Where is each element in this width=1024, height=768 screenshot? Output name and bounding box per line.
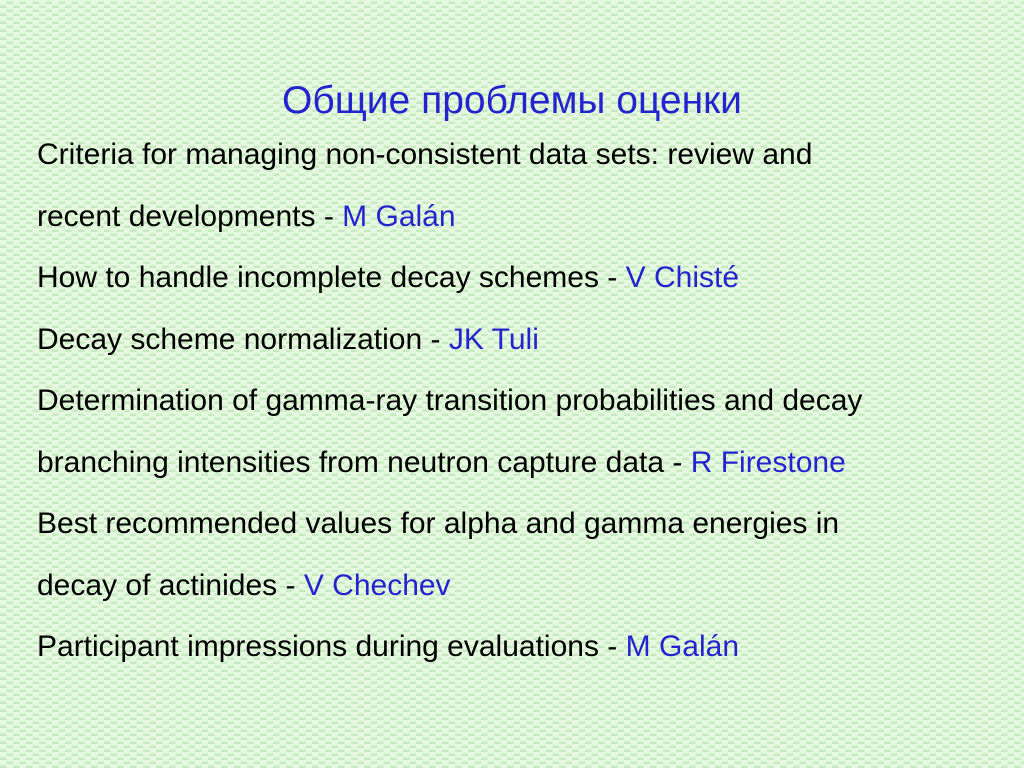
agenda-text: Participant impressions during evaluations - <box>37 630 626 663</box>
agenda-line <box>37 247 1014 309</box>
agenda-text: How to handle incomplete decay schemes - <box>37 261 626 294</box>
author-name: JK Tuli <box>448 322 539 356</box>
author-name: V Chechev <box>303 568 451 602</box>
agenda-text: recent developments - <box>37 199 343 233</box>
agenda-text: Decay scheme normalization - <box>37 322 449 356</box>
agenda-line <box>37 370 1014 432</box>
author-name: M Galán <box>625 630 740 663</box>
author-name: R Firestone <box>690 445 846 479</box>
agenda-line <box>37 616 1014 678</box>
author-name: M Galán <box>342 199 456 233</box>
agenda-line <box>37 186 1014 248</box>
agenda-line <box>37 124 1014 186</box>
author-name: V Chisté <box>625 261 740 294</box>
agenda-list <box>37 124 1014 678</box>
agenda-line <box>37 432 1014 494</box>
agenda-line <box>37 493 1014 555</box>
agenda-text: Criteria for managing non-consistent data sets: review and <box>37 138 813 171</box>
agenda-text: branching intensities from neutron capture data - <box>37 445 691 479</box>
agenda-text: Best recommended values for alpha and gamma energies in <box>37 507 840 540</box>
agenda-text: Determination of gamma-ray transition probabilities and decay <box>37 384 863 417</box>
slide-title: Общие проблемы оценки <box>282 79 742 122</box>
agenda-line <box>37 555 1014 617</box>
agenda-line <box>37 309 1014 371</box>
agenda-text: decay of actinides - <box>37 568 304 602</box>
